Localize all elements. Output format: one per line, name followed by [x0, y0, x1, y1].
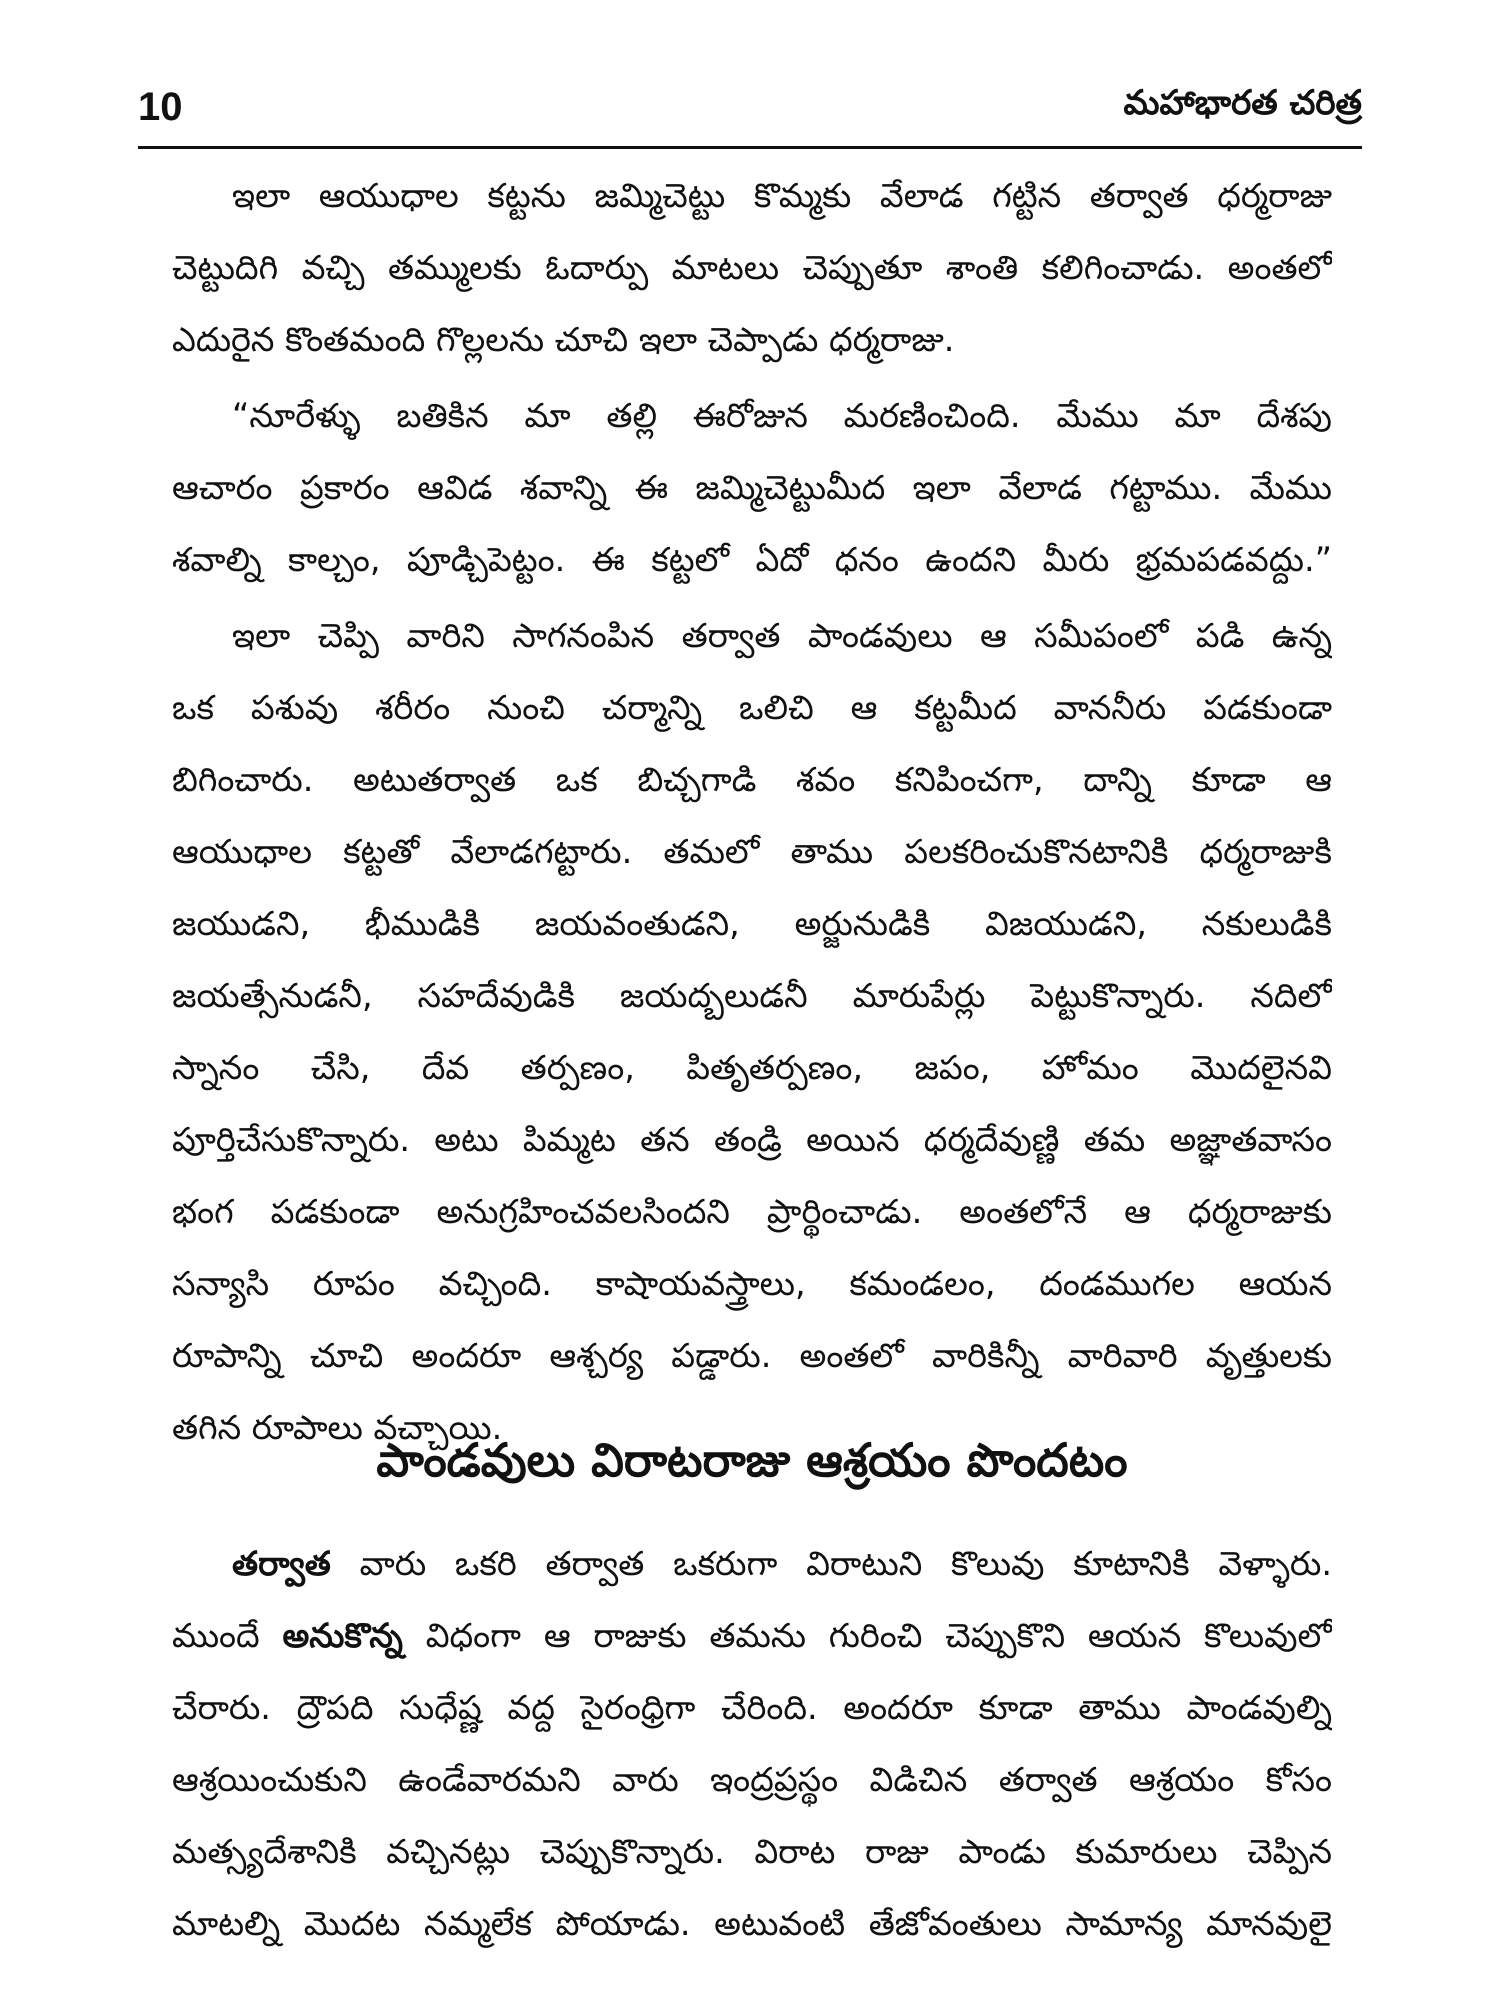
line-text: ముందే: [172, 1616, 283, 1655]
text-line: ఆశ్రయించుకుని ఉండేవారమని వారు ఇంద్రప్రస్థం విడిచిన తర్వాత ఆశ్రయం కోసం: [172, 1760, 1332, 1799]
page-number: 10: [138, 84, 183, 129]
book-title: మహాభారత చరిత్ర: [1123, 83, 1362, 123]
text-line: ఇలా చెప్పి వారిని సాగనంపిన తర్వాత పాండవులు ఆ సమీపంలో పడి ఉన్న: [232, 616, 1332, 655]
line-text: వారు ఒకరి తర్వాత ఒకరుగా విరాటుని కొలువు కూటానికి వెళ్ళారు.: [330, 1544, 1332, 1583]
text-line: బిగించారు. అటుతర్వాత ఒక బిచ్చగాడి శవం కనిపించగా, దాన్ని కూడా ఆ: [172, 760, 1332, 799]
paragraph-3: [172, 600, 1332, 1464]
text-line: ఒక పశువు శరీరం నుంచి చర్మాన్ని ఒలిచి ఆ కట్టమీద వాననీరు పడకుండా: [172, 688, 1332, 727]
bold-lead-word: తర్వాత: [232, 1544, 331, 1583]
text-line: స్నానం చేసి, దేవ తర్పణం, పితృతర్పణం, జపం, హోమం మొదలైనవి: [172, 1048, 1332, 1087]
bold-word: అనుకొన్న: [282, 1616, 403, 1655]
text-line: మాటల్ని మొదట నమ్మలేక పోయాడు. అటువంటి తేజోవంతులు సామాన్య మానవులై: [172, 1904, 1332, 1943]
running-header: [138, 72, 1362, 142]
header-rule: [138, 146, 1362, 149]
text-line: మత్స్యదేశానికి వచ్చినట్లు చెప్పుకొన్నారు. విరాట రాజు పాండు కుమారులు చెప్పిన: [172, 1832, 1332, 1871]
text-line: చెట్టుదిగి వచ్చి తమ్ములకు ఓదార్పు మాటలు చెప్పుతూ శాంతి కలిగించాడు. అంతలో: [172, 248, 1332, 287]
text-line: ఎదురైన కొంతమంది గొల్లలను చూచి ఇలా చెప్పాడు ధర్మరాజు.: [172, 320, 955, 359]
text-line: ఇలా ఆయుధాల కట్టను జమ్మిచెట్టు కొమ్మకు వేలాడ గట్టిన తర్వాత ధర్మరాజు: [232, 176, 1332, 215]
text-line: ఆచారం ప్రకారం ఆవిడ శవాన్ని ఈ జమ్మిచెట్టుమీద ఇలా వేలాడ గట్టాము. మేము: [172, 468, 1332, 507]
section-paragraph: [172, 1528, 1332, 1960]
text-line: చేరారు. ద్రౌపది సుధేష్ణ వద్ద సైరంధ్రిగా చేరింది. అందరూ కూడా తాము పాండవుల్ని: [172, 1688, 1332, 1727]
paragraph-2: [172, 380, 1332, 596]
paragraph-1: [172, 160, 1332, 376]
text-line: శవాల్ని కాల్చం, పూడ్చిపెట్టం. ఈ కట్టలో ఏదో ధనం ఉందని మీరు భ్రమపడవద్దు.”: [172, 540, 1332, 579]
text-line: [172, 1600, 1332, 1672]
text-line: జయత్సేనుడనీ, సహదేవుడికి జయద్బలుడనీ మారుపేర్లు పెట్టుకొన్నారు. నదిలో: [172, 976, 1332, 1015]
text-line: సన్యాసి రూపం వచ్చింది. కాషాయవస్త్రాలు, కమండలం, దండముగల ఆయన: [172, 1264, 1332, 1303]
text-line: జయుడని, భీముడికి జయవంతుడని, అర్జునుడికి విజయుడని, నకులుడికి: [172, 904, 1332, 943]
text-line: [172, 1528, 1332, 1600]
text-line: ఆయుధాల కట్టతో వేలాడగట్టారు. తమలో తాము పలకరించుకొనటానికి ధర్మరాజుకి: [172, 832, 1332, 871]
section-heading: పాండవులు విరాటరాజు ఆశ్రయం పొందటం: [376, 1433, 1128, 1487]
text-line: తగిన రూపాలు వచ్చాయి.: [172, 1408, 503, 1447]
line-text: విధంగా ఆ రాజుకు తమను గురించి చెప్పుకొని ఆయన కొలువులో: [402, 1616, 1332, 1655]
text-line: రూపాన్ని చూచి అందరూ ఆశ్చర్య పడ్డారు. అంతలో వారికిన్నీ వారివారి వృత్తులకు: [172, 1336, 1332, 1375]
text-line: పూర్తిచేసుకొన్నారు. అటు పిమ్మట తన తండ్రి అయిన ధర్మదేవుణ్ణి తమ అజ్ఞాతవాసం: [172, 1120, 1332, 1159]
text-line: “నూరేళ్ళు బతికిన మా తల్లి ఈరోజున మరణించింది. మేము మా దేశపు: [232, 396, 1332, 435]
text-line: భంగ పడకుండా అనుగ్రహించవలసిందని ప్రార్థించాడు. అంతలోనే ఆ ధర్మరాజుకు: [172, 1192, 1332, 1231]
